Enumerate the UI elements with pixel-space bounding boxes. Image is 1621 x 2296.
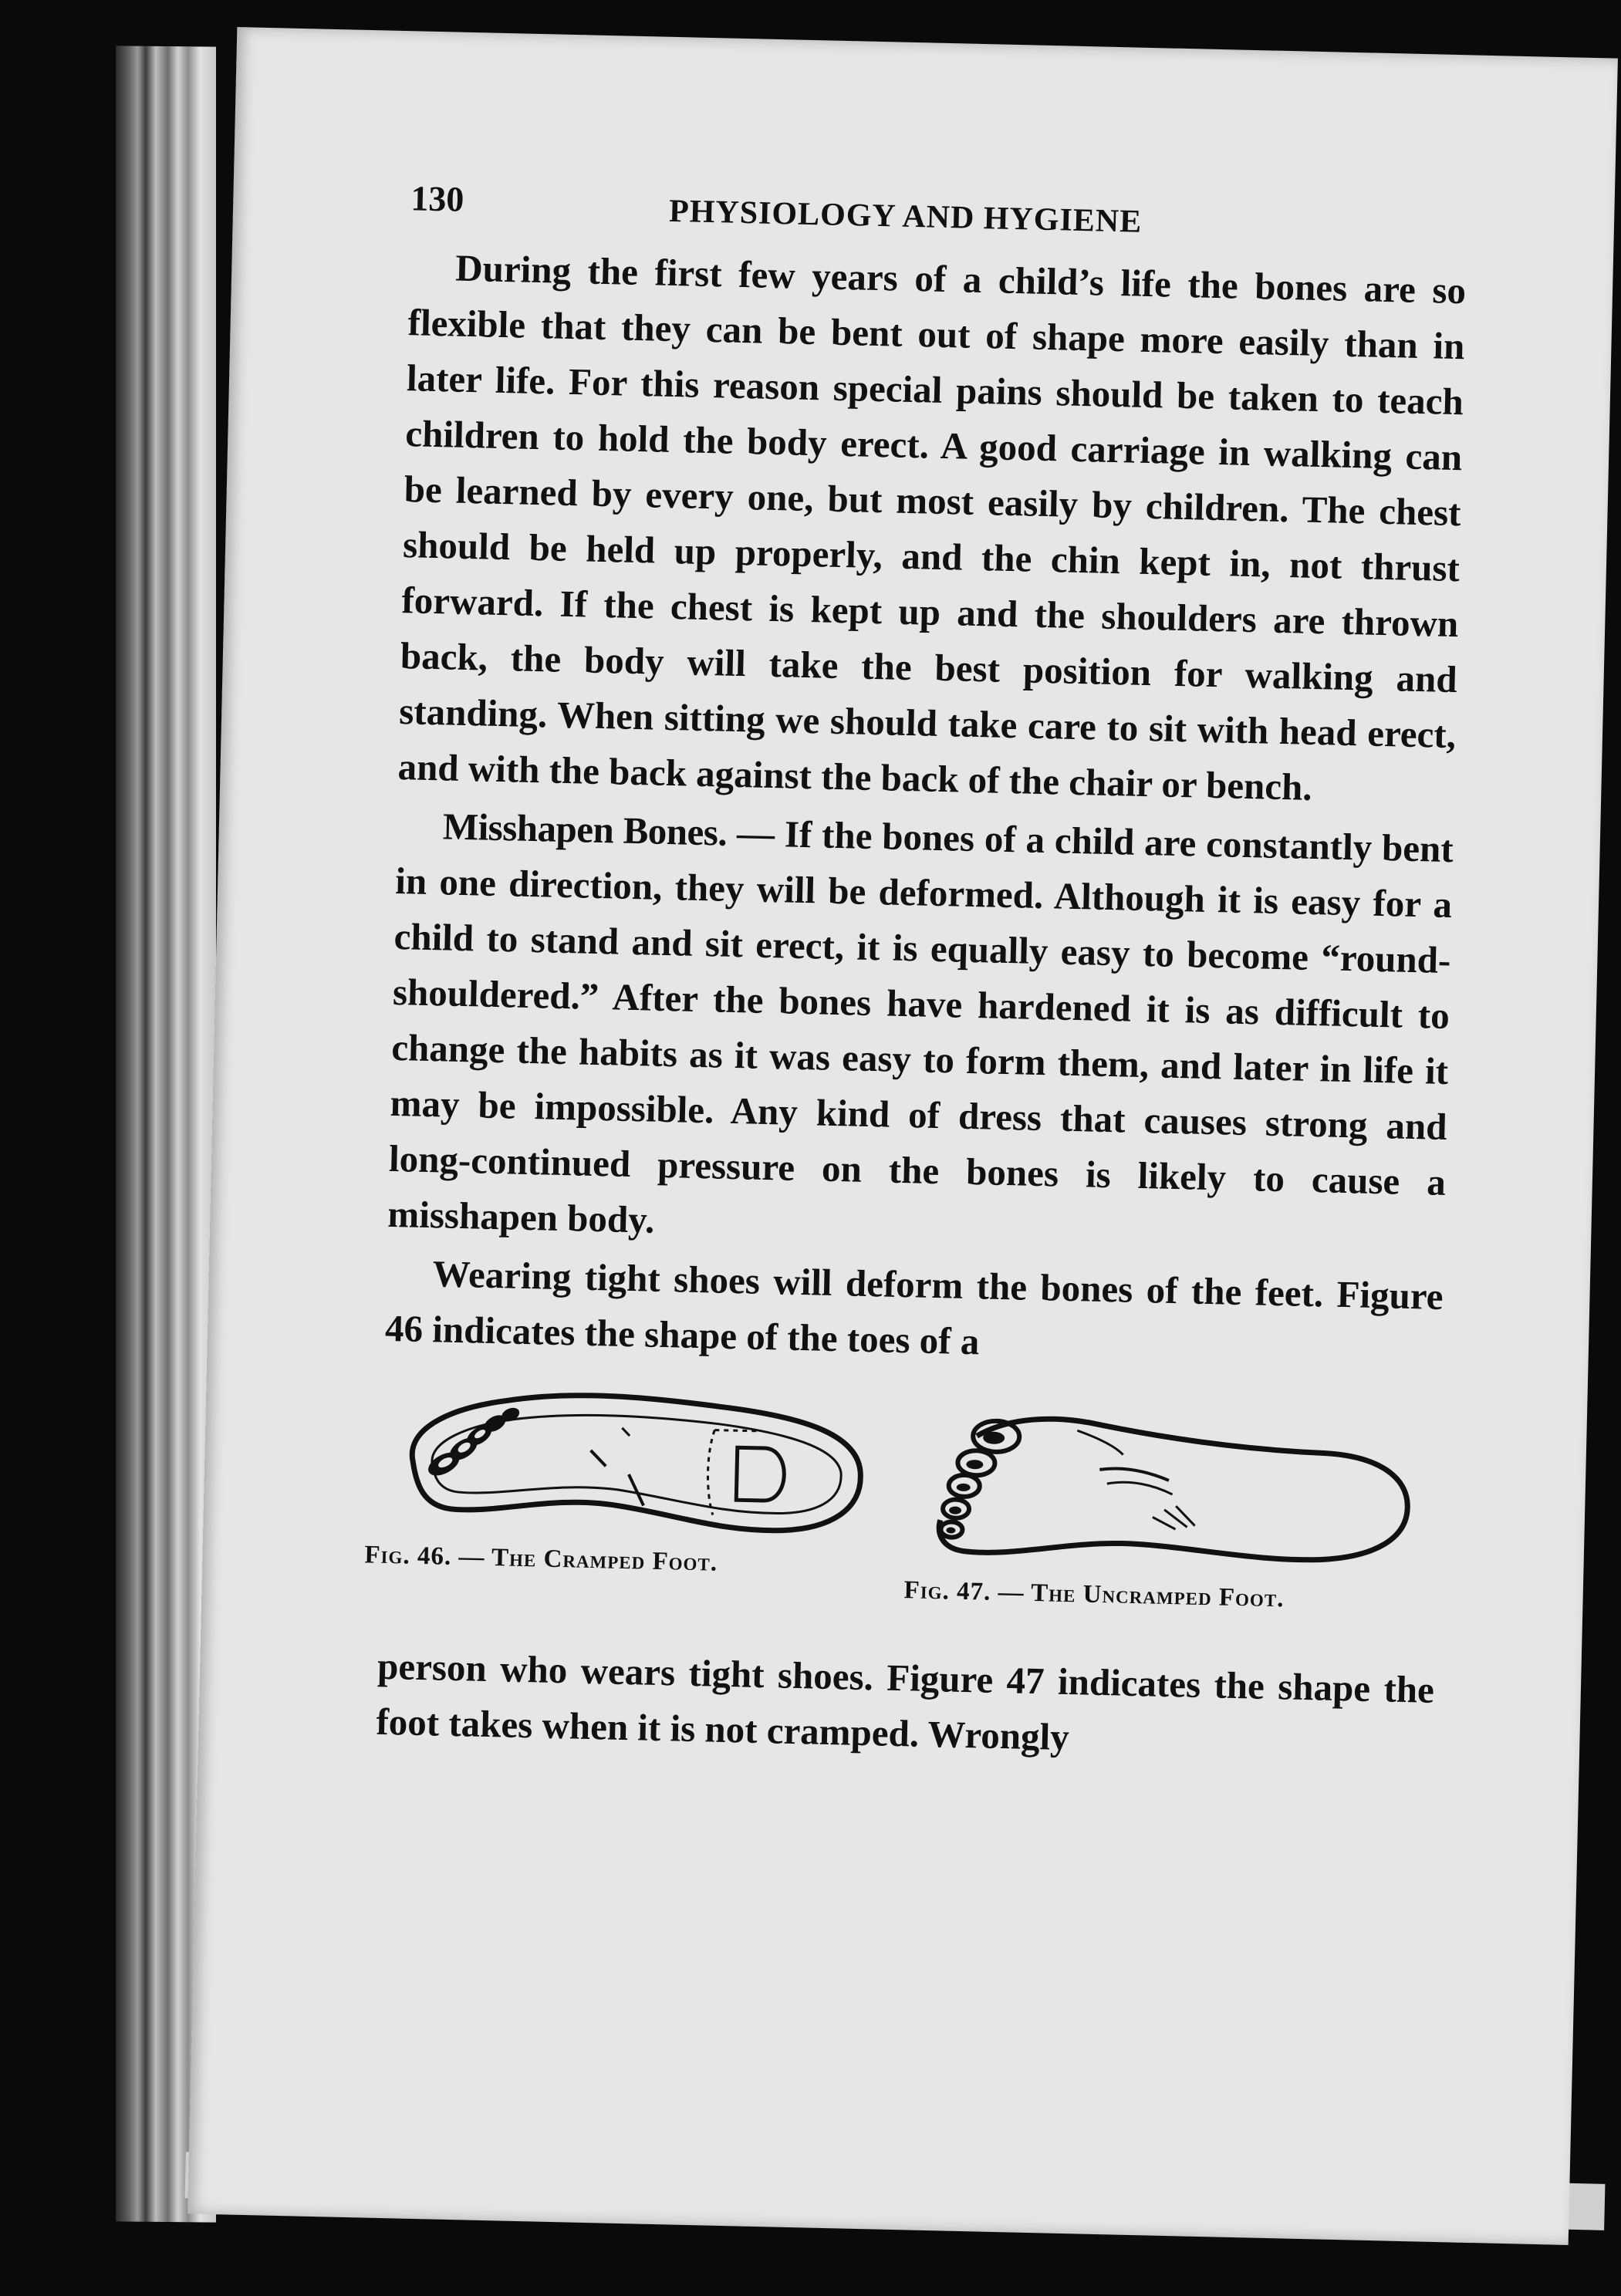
figure-46-caption: Fig. 46. — The Cramped Foot. bbox=[364, 1541, 718, 1577]
heading-dash: — bbox=[726, 811, 785, 856]
figure-47-caption: Fig. 47. — The Uncramped Foot. bbox=[903, 1576, 1285, 1613]
figure-row bbox=[364, 1376, 1441, 1639]
page-content bbox=[364, 177, 1468, 1774]
paragraph-misshapen-bones bbox=[387, 798, 1454, 1266]
paragraph-misshapen-bones-text: If the bones of a child are constantly bent in one direction, they will be deformed. Although it is easy for a child to stand and sit erect, it is equally easy to become “round-shouldered.” After the bones have hardened it is as difficult to change the habits as it was easy to form them, and later in life it may be impossible. Any kind of dress that causes strong and long-continued pressure on the bones is likely to cause a misshapen body. bbox=[387, 812, 1454, 1241]
paragraph-posture: During the first few years of a child’s life the bones are so flexible that they can be bent out of shape more easily than in later life. For this reason special pains should be taken to teach children to hold the body erect. A good carriage in walking can be learned by every one, but most easily by children. The chest should be held up properly, and the chin kept in, not thrust forward. If the chest is kept up and the shoulders are thrown back, the body will take the best position for walking and standing. When sitting we should take care to sit with head erect, and with the back against the back of the chair or bench. bbox=[397, 246, 1467, 809]
book-page bbox=[187, 27, 1618, 2245]
cramped-foot-drawing bbox=[396, 1376, 870, 1541]
uncramped-foot-drawing bbox=[920, 1389, 1425, 1578]
paragraph-continued: person who wears tight shoes. Figure 47 indicates the shape the foot takes when it is not cramped. Wrongly bbox=[375, 1644, 1435, 1759]
running-title: PHYSIOLOGY AND HYGIENE bbox=[668, 193, 1143, 240]
section-heading-misshapen-bones: Misshapen Bones. bbox=[442, 805, 728, 854]
paragraph-tight-shoes: Wearing tight shoes will deform the bones of the feet. Figure 46 indicates the shape of the toes of a bbox=[384, 1252, 1444, 1363]
figure-46 bbox=[364, 1376, 870, 1581]
figure-47 bbox=[903, 1389, 1425, 1617]
page-number: 130 bbox=[410, 178, 464, 219]
